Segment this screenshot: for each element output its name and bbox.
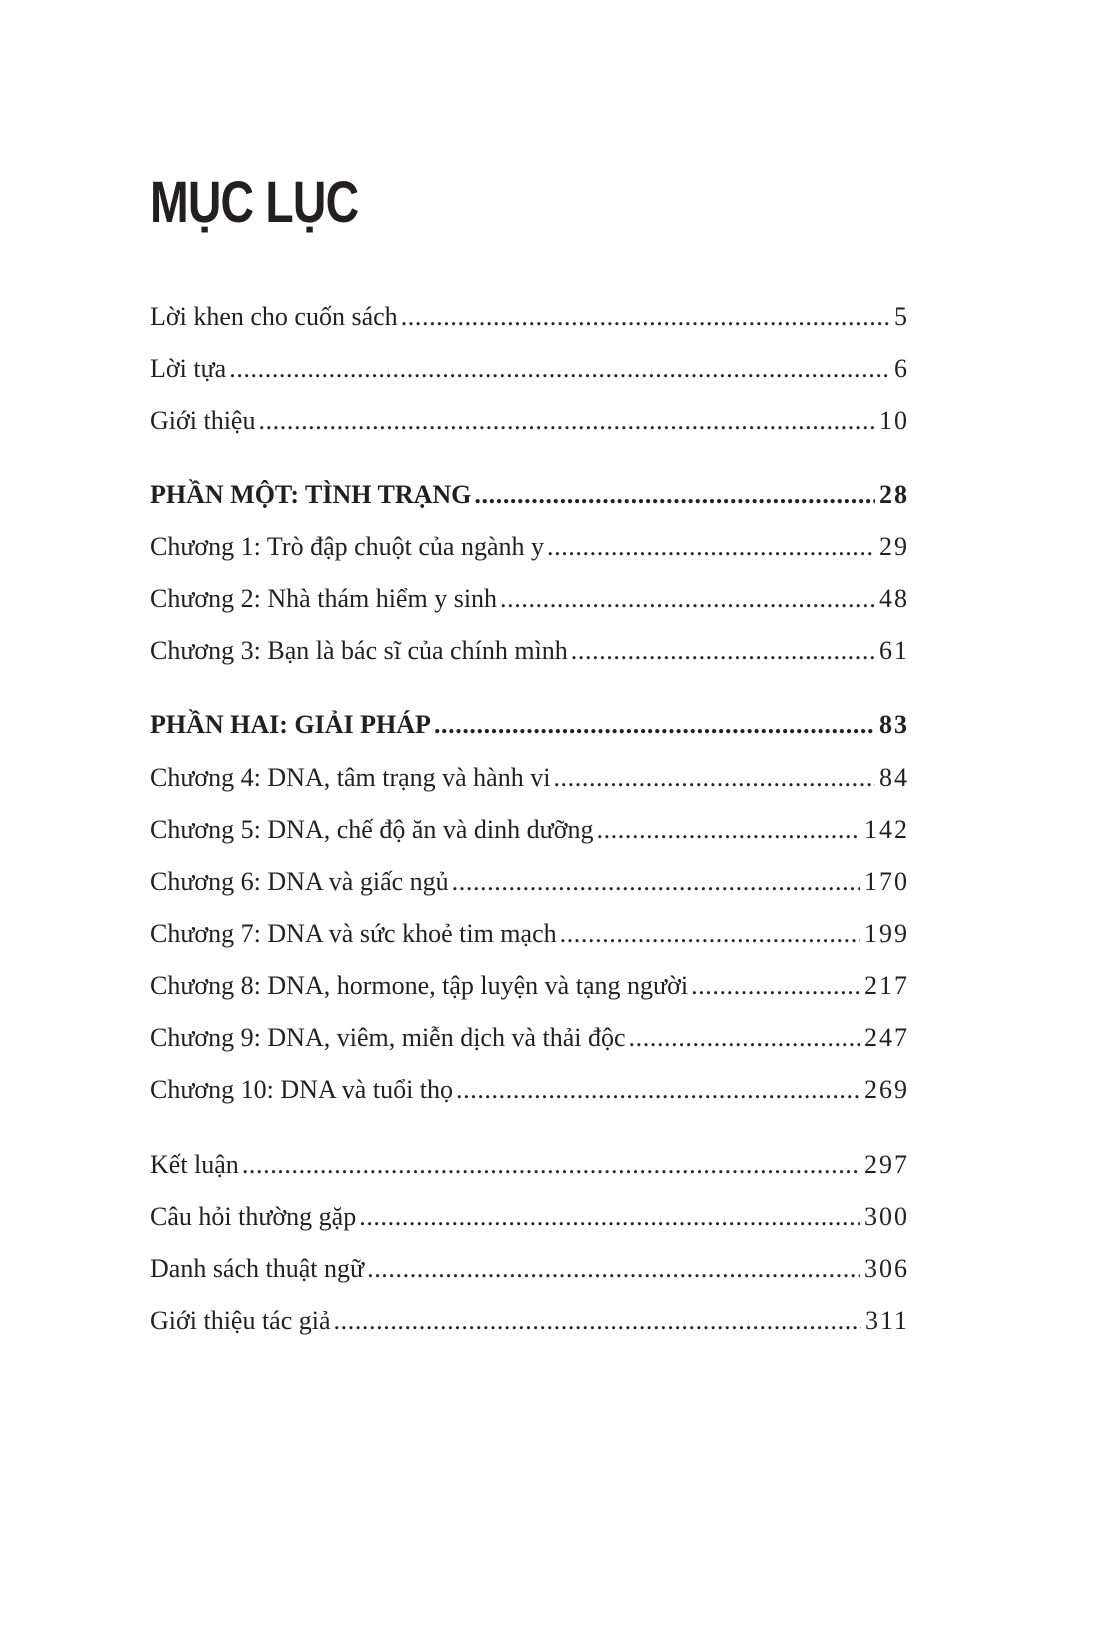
toc-dot-leader — [596, 810, 860, 850]
toc-entry[interactable] — [150, 758, 909, 798]
toc-dot-leader — [560, 914, 860, 954]
toc-entry-page: 217 — [864, 971, 909, 1000]
toc-dot-leader — [571, 631, 875, 671]
toc-dot-leader — [553, 758, 875, 798]
toc-entry-page: 5 — [894, 302, 909, 331]
toc-entry-page: 199 — [864, 919, 909, 948]
page-title: MỤC LỤC — [150, 170, 359, 235]
toc-dot-leader — [401, 297, 890, 337]
toc-dot-leader — [367, 1249, 860, 1289]
toc-entry-page: 48 — [879, 584, 909, 613]
toc-entry-label: Chương 7: DNA và sức khoẻ tim mạch — [150, 919, 557, 948]
toc-dot-leader — [334, 1301, 861, 1341]
toc-entry-page: 84 — [879, 763, 909, 792]
toc-entry[interactable] — [150, 1018, 909, 1058]
toc-entry-label: Chương 4: DNA, tâm trạng và hành vi — [150, 763, 551, 792]
toc-entry-page: 6 — [894, 354, 909, 383]
toc-entry-label: Lời khen cho cuốn sách — [150, 302, 398, 331]
toc-entry[interactable] — [150, 527, 909, 567]
toc-part-heading[interactable] — [150, 475, 909, 515]
toc-entry-label: Danh sách thuật ngữ — [150, 1254, 365, 1283]
toc-entry-label: Chương 3: Bạn là bác sĩ của chính mình — [150, 636, 568, 665]
toc-dot-leader — [359, 1197, 860, 1237]
toc-part-label: PHẦN MỘT: TÌNH TRẠNG — [150, 480, 472, 509]
toc-entry[interactable] — [150, 1145, 909, 1185]
toc-dot-leader — [242, 1145, 860, 1185]
toc-entry-page: 61 — [879, 636, 909, 665]
toc-entry[interactable] — [150, 1070, 909, 1110]
toc-entry-label: Chương 1: Trò đập chuột của ngành y — [150, 532, 544, 561]
toc-part-heading[interactable] — [150, 705, 909, 745]
toc-entry-page: 269 — [864, 1075, 909, 1104]
toc-entry[interactable] — [150, 966, 909, 1006]
toc-entry-label: Lời tựa — [150, 354, 227, 383]
toc-dot-leader — [452, 862, 860, 902]
toc-entry-label: Kết luận — [150, 1150, 239, 1179]
toc-entry-label: Chương 6: DNA và giấc ngủ — [150, 867, 449, 896]
toc-dot-leader — [691, 966, 860, 1006]
toc-part-label: PHẦN HAI: GIẢI PHÁP — [150, 710, 431, 739]
toc-dot-leader — [258, 401, 875, 441]
toc-dot-leader — [434, 705, 875, 745]
toc-entry[interactable] — [150, 1197, 909, 1237]
toc-entry[interactable] — [150, 297, 909, 337]
toc-entry[interactable] — [150, 914, 909, 954]
toc-entry[interactable] — [150, 349, 909, 389]
toc-entry-page: 170 — [864, 867, 909, 896]
toc-entry-page: 142 — [864, 815, 909, 844]
toc-entry-label: Chương 2: Nhà thám hiểm y sinh — [150, 584, 498, 613]
toc-entry-page: 247 — [864, 1023, 909, 1052]
toc-entry[interactable] — [150, 401, 909, 441]
toc-dot-leader — [456, 1070, 860, 1110]
toc-dot-leader — [547, 527, 875, 567]
toc-dot-leader — [629, 1018, 860, 1058]
toc-entry-page: 311 — [864, 1306, 909, 1335]
toc-entry-page: 29 — [879, 532, 909, 561]
toc-entry[interactable] — [150, 579, 909, 619]
toc-part-page: 28 — [879, 480, 909, 509]
toc-entry[interactable] — [150, 1249, 909, 1289]
toc-entry[interactable] — [150, 631, 909, 671]
toc-entry[interactable] — [150, 1301, 909, 1341]
toc-entry-label: Giới thiệu — [150, 406, 256, 435]
toc-entry[interactable] — [150, 862, 909, 902]
toc-entry-label: Giới thiệu tác giả — [150, 1306, 331, 1335]
toc-entry-page: 300 — [864, 1202, 909, 1231]
toc-entry-label: Chương 5: DNA, chế độ ăn và dinh dưỡng — [150, 815, 594, 844]
toc-entry-page: 297 — [864, 1150, 909, 1179]
toc-dot-leader — [229, 349, 890, 389]
toc-entry-label: Chương 10: DNA và tuổi thọ — [150, 1075, 454, 1104]
toc-entry-page: 306 — [864, 1254, 909, 1283]
toc-entry-label: Chương 9: DNA, viêm, miễn dịch và thải độc — [150, 1023, 626, 1052]
toc-dot-leader — [500, 579, 875, 619]
toc-part-page: 83 — [879, 710, 909, 739]
toc-entry[interactable] — [150, 810, 909, 850]
toc-entry-label: Câu hỏi thường gặp — [150, 1202, 357, 1231]
toc-dot-leader — [474, 475, 875, 515]
toc-entry-page: 10 — [879, 406, 909, 435]
toc-entry-label: Chương 8: DNA, hormone, tập luyện và tạng người — [150, 971, 689, 1000]
